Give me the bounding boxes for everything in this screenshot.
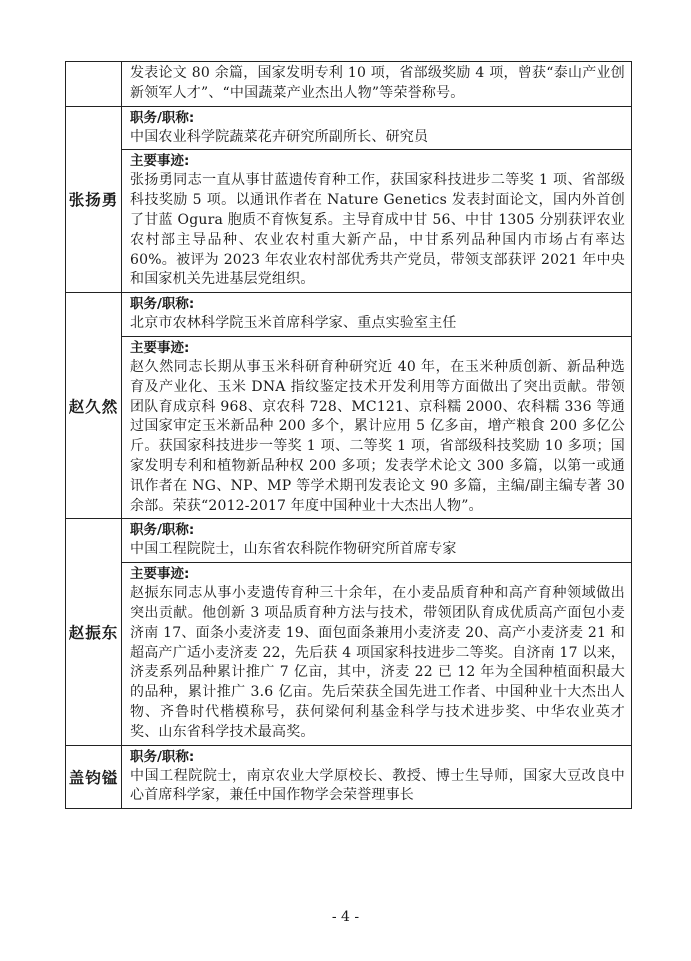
name-cell-empty <box>66 62 122 107</box>
position-cell <box>122 106 632 150</box>
page-number: - 4 - <box>331 909 360 925</box>
achievements-cell <box>122 62 632 107</box>
position-text: 中国工程院院士，山东省农科院作物研究所首席专家 <box>130 541 457 558</box>
table-row <box>66 62 632 107</box>
person-name: 赵振东 <box>66 519 122 745</box>
position-text: 中国工程院院士，南京农业大学原校长、教授、博士生导师，国家大豆改良中心首席科学家，兼任中国作物学会荣誉理事长 <box>130 767 625 804</box>
position-cell <box>122 293 632 337</box>
person-name: 赵久然 <box>66 293 122 519</box>
table-row <box>66 150 632 293</box>
position-label: 职务/职称: <box>130 748 195 765</box>
deeds-label: 主要事迹: <box>130 153 190 170</box>
position-text: 北京市农林科学院玉米首席科学家、重点实验室主任 <box>130 315 457 332</box>
person-name: 张扬勇 <box>66 106 122 293</box>
table-row <box>66 336 632 518</box>
deeds-cell <box>122 336 632 518</box>
position-text: 中国农业科学院蔬菜花卉研究所副所长、研究员 <box>130 128 429 145</box>
deeds-label: 主要事迹: <box>130 566 190 583</box>
deeds-text: 张扬勇同志一直从事甘蓝遗传育种工作，获国家科技进步二等奖 1 项、省部级科技奖励 5 项。以通讯作者在 Nature Genetics 发表封面论文，国内外首创了甘蓝 Ogura 胞质不育恢复系。主导育成中甘 56、中甘 1305 分别获评农业农村部主导品种、农业农村重大新产品，中甘系列品种国内市场占有率达 60%。被评为 2023 年农业农村部优秀共产党员，带领支部获评 2021 年中央和国家机关先进基层党组织。 <box>130 172 625 288</box>
table-row <box>66 293 632 337</box>
deeds-text: 赵久然同志长期从事玉米科研育种研究近 40 年，在玉米种质创新、新品种选育及产业化、玉米 DNA 指纹鉴定技术开发利用等方面做出了突出贡献。带领团队育成京科 968、京农科 728、MC121、京科糯 2000、农科糯 336 等通过国家审定玉米新品种 200 多个，累计应用 5 亿多亩，增产粮食 200 多亿公斤。获国家科技进步一等奖 1 项、二等奖 1 项，省部级科技奖励 10 多项；国家发明专利和植物新品种权 200 多项；发表学术论文 300 多篇，以第一或通讯作者在 NG、NP、MP 等学术期刊发表论文 90 多篇，主编/副主编专著 30 余部。荣获“2012-2017 年度中国种业十大杰出人物”。 <box>130 358 625 514</box>
awardees-table <box>65 61 632 809</box>
position-label: 职务/职称: <box>130 109 195 126</box>
table-row <box>66 106 632 150</box>
table-row <box>66 745 632 809</box>
position-cell <box>122 745 632 809</box>
deeds-label: 主要事迹: <box>130 339 190 356</box>
deeds-text: 赵振东同志从事小麦遗传育种三十余年，在小麦品质育种和高产育种领域做出突出贡献。他创新 3 项品质育种方法与技术，带领团队育成优质高产面包小麦济南 17、面条小麦济麦 19、面包面条兼用小麦济麦 20、高产小麦济麦 21 和超高产广适小麦济麦 22，先后获 4 项国家科技进步二等奖。自济南 17 以来，济麦系列品种累计推广 7 亿亩，其中，济麦 22 已 12 年为全国种植面积最大的品种，累计推广 3.6 亿亩。先后荣获全国先进工作者、中国种业十大杰出人物、齐鲁时代楷模称号，获何梁何利基金科学与技术进步奖、中华农业英才奖、山东省科学技术最高奖。 <box>130 585 625 740</box>
position-label: 职务/职称: <box>130 522 195 539</box>
position-cell <box>122 519 632 563</box>
person-name: 盖钧镒 <box>66 745 122 809</box>
deeds-cell <box>122 563 632 745</box>
position-label: 职务/职称: <box>130 296 195 313</box>
table-row <box>66 519 632 563</box>
achievements-text: 发表论文 80 余篇，国家发明专利 10 项，省部级奖励 4 项，曾获“泰山产业创新领军人才”、“中国蔬菜产业杰出人物”等荣誉称号。 <box>130 65 625 101</box>
table-row <box>66 563 632 745</box>
deeds-cell <box>122 150 632 293</box>
